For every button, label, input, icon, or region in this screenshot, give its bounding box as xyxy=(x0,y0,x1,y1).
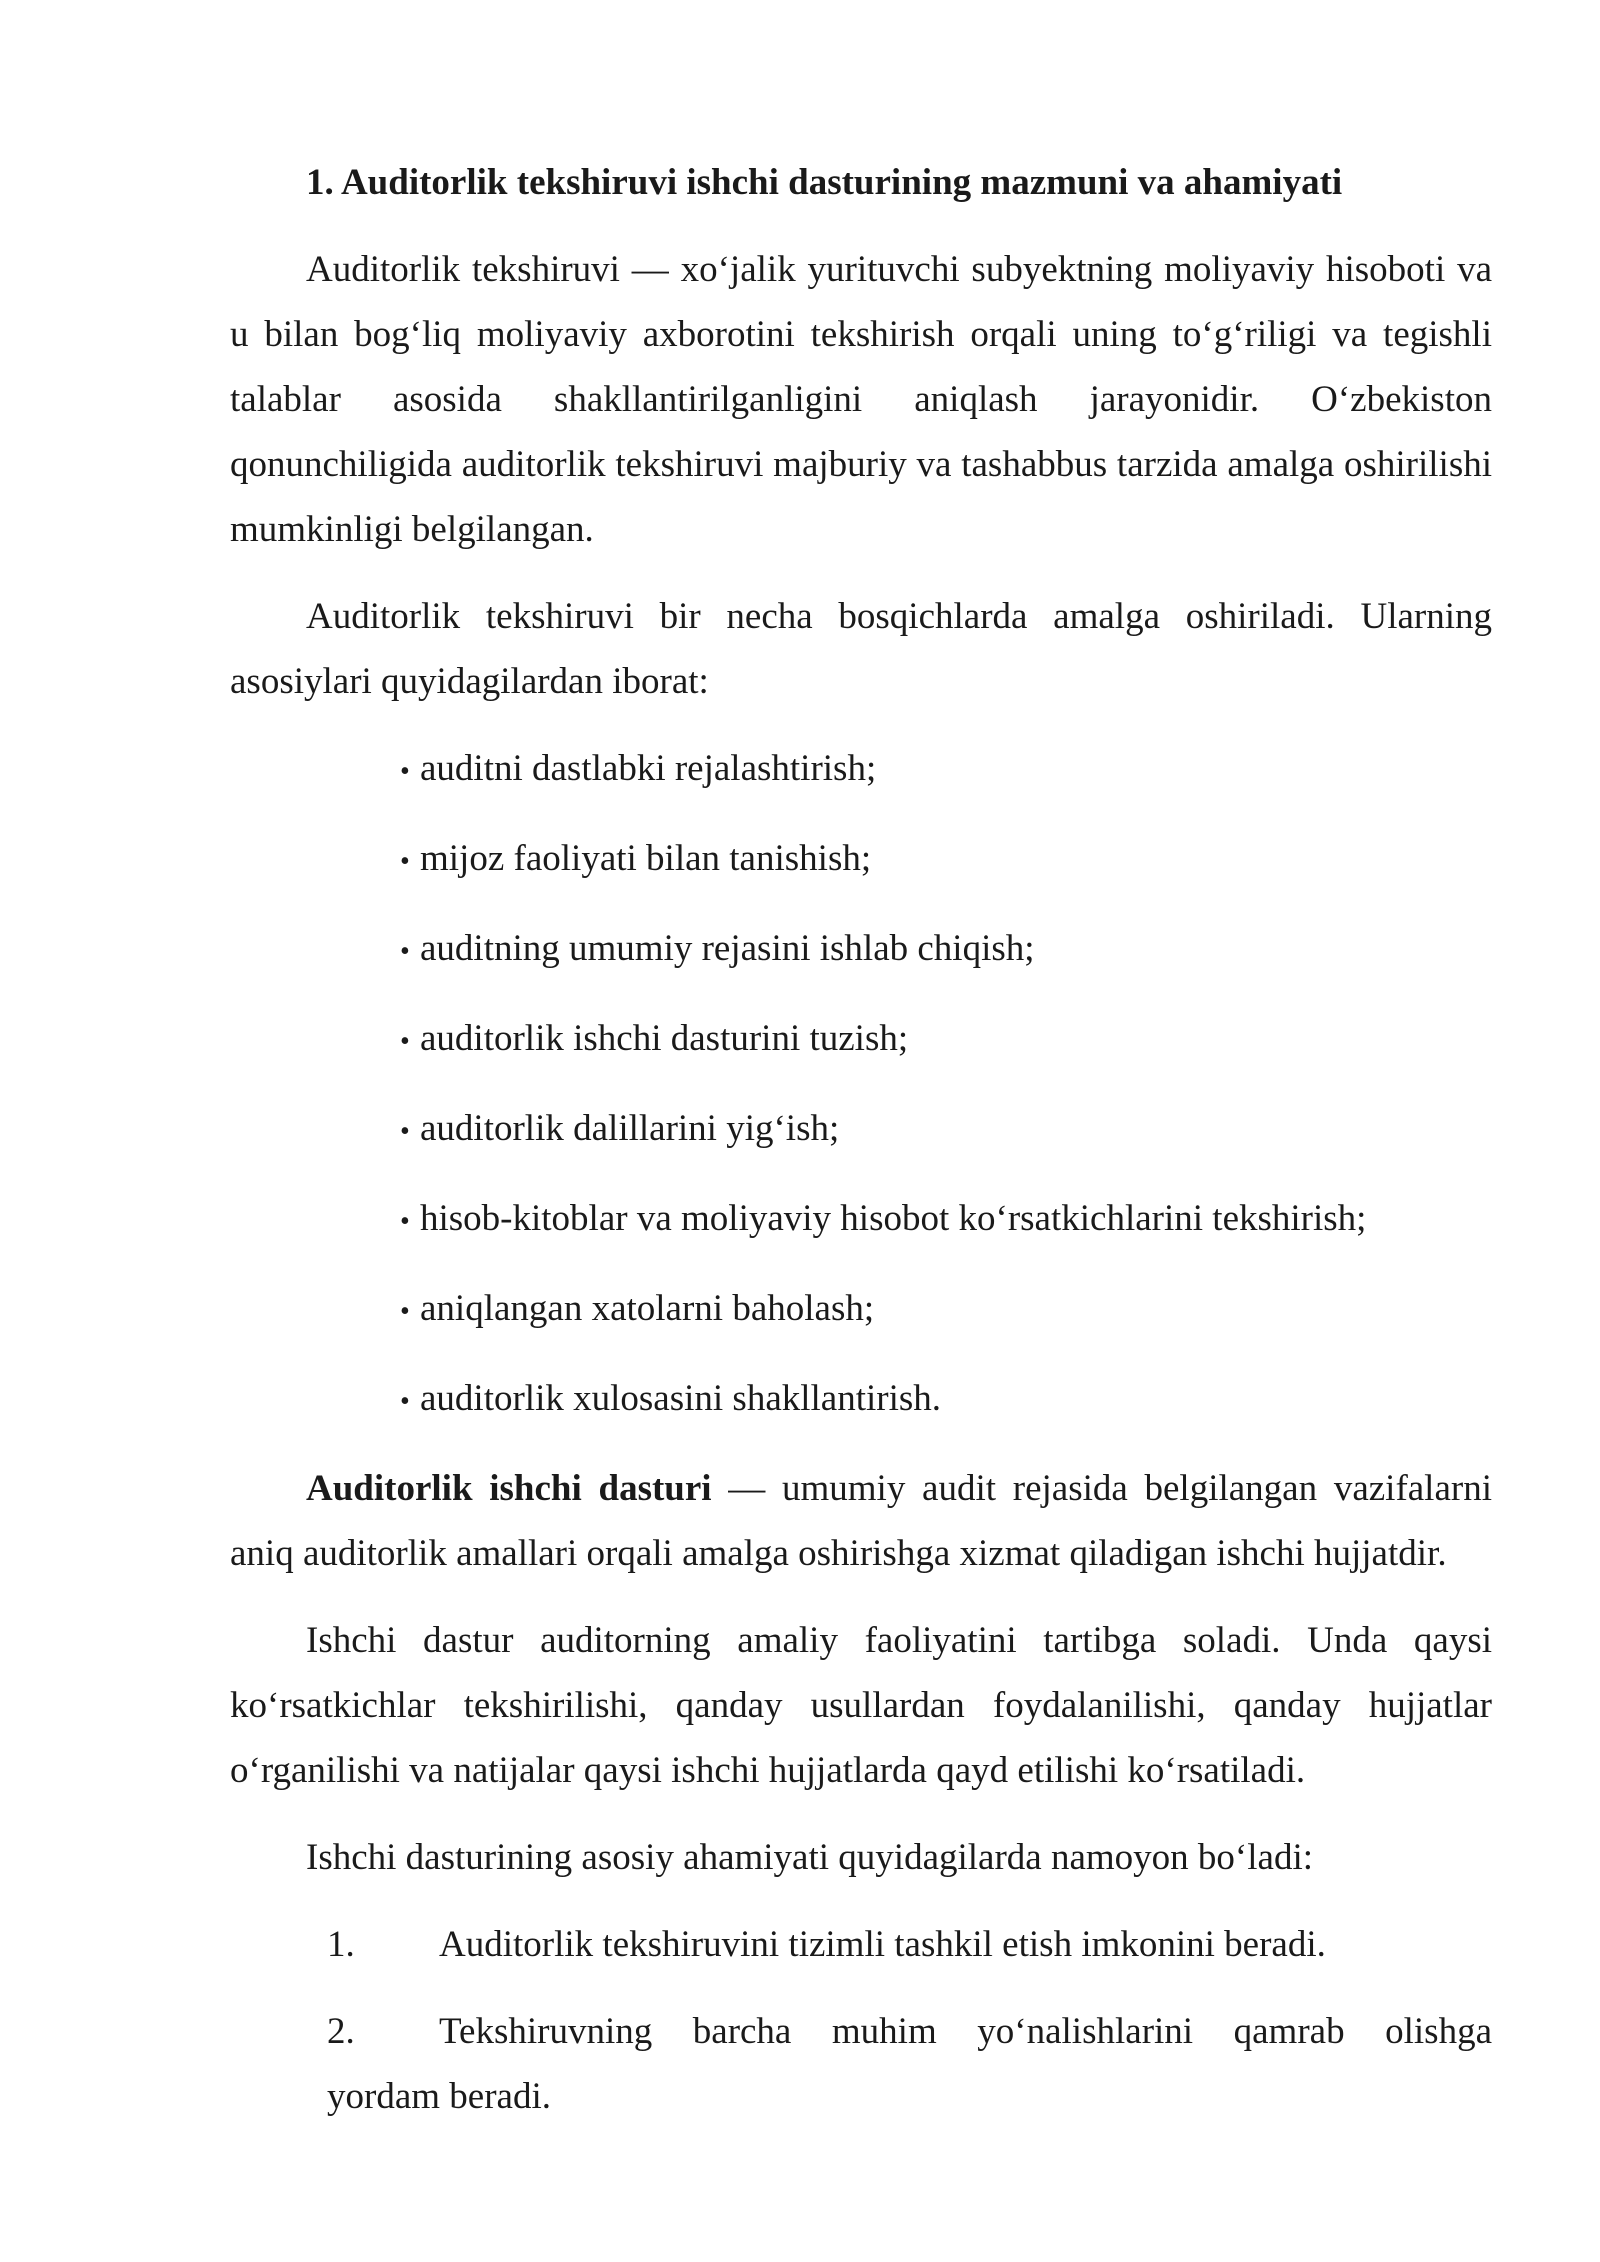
list-item xyxy=(400,916,1492,984)
audit-stages-list xyxy=(230,736,1492,1434)
list-item-text: mijoz faoliyati bilan tanishish; xyxy=(420,838,872,879)
list-item-continuation: yordam beradi. xyxy=(327,2076,551,2117)
definition-text: — umumiy audit rejasida belgilangan vazifalarni aniq auditorlik amallari orqali amalga oshirishga xizmat qiladigan ishchi hujjatdir. xyxy=(230,1468,1492,1574)
list-item xyxy=(400,1006,1492,1074)
list-item xyxy=(400,1366,1492,1434)
list-item xyxy=(400,1096,1492,1164)
bullet-icon: • xyxy=(400,1026,410,1057)
list-item xyxy=(400,826,1492,894)
list-item-text: hisob-kitoblar va moliyaviy hisobot ko‘rsatkichlarini tekshirish; xyxy=(420,1198,1367,1239)
list-item-text: auditning umumiy rejasini ishlab chiqish; xyxy=(420,928,1035,969)
list-item xyxy=(400,1186,1492,1254)
paragraph-work-program-role: Ishchi dastur auditorning amaliy faoliyatini tartibga soladi. Unda qaysi ko‘rsatkichlar tekshirilishi, qanday usullardan foydalanilishi, qanday hujjatlar o‘rganilishi va natijalar qaysi ishchi hujjatlarda qayd etilishi ko‘rsatiladi. xyxy=(230,1620,1492,1791)
document-body xyxy=(230,150,1492,2151)
bullet-icon: • xyxy=(400,1116,410,1147)
bullet-icon: • xyxy=(400,936,410,967)
list-item xyxy=(400,736,1492,804)
list-item-first-line xyxy=(327,1999,1492,2064)
bullet-icon: • xyxy=(400,846,410,877)
paragraph-significance-intro: Ishchi dasturining asosiy ahamiyati quyidagilarda namoyon bo‘ladi: xyxy=(306,1837,1314,1878)
bullet-icon: • xyxy=(400,756,410,787)
list-item-text: auditorlik ishchi dasturini tuzish; xyxy=(420,1018,909,1059)
significance-list xyxy=(230,1912,1492,2129)
list-item xyxy=(327,1912,1492,1977)
paragraph-audit-definition: Auditorlik tekshiruvi — xo‘jalik yurituvchi subyektning moliyaviy hisoboti va u bilan bog‘liq moliyaviy axborotini tekshirish orqali uning to‘g‘riligi va tegishli talablar asosida shakllantirilganligini aniqlash jarayonidir. O‘zbekiston qonunchiligida auditorlik tekshiruvi majburiy va tashabbus tarzida amalga oshirilishi mumkinligi belgilangan. xyxy=(230,249,1492,550)
defined-term: Auditorlik ishchi dasturi xyxy=(306,1468,712,1509)
list-item-number: 2. xyxy=(327,2011,355,2052)
paragraph-audit-stages-intro: Auditorlik tekshiruvi bir necha bosqichlarda amalga oshiriladi. Ularning asosiylari quyidagilardan iborat: xyxy=(230,596,1492,702)
list-item xyxy=(327,1999,1492,2129)
bullet-icon: • xyxy=(400,1296,410,1327)
bullet-icon: • xyxy=(400,1206,410,1237)
list-item-text: Tekshiruvning barcha muhim yo‘nalishlarini qamrab olishga xyxy=(439,2011,1492,2052)
section-heading: 1. Auditorlik tekshiruvi ishchi dasturining mazmuni va ahamiyati xyxy=(306,162,1343,203)
list-item-text: Auditorlik tekshiruvini tizimli tashkil etish imkonini beradi. xyxy=(439,1924,1326,1965)
list-item-text: aniqlangan xatolarni baholash; xyxy=(420,1288,875,1329)
paragraph-work-program-definition xyxy=(230,1456,1492,1586)
list-item-text: auditorlik xulosasini shakllantirish. xyxy=(420,1378,942,1419)
list-item-text: auditorlik dalillarini yig‘ish; xyxy=(420,1108,840,1149)
bullet-icon: • xyxy=(400,1386,410,1417)
list-item-number: 1. xyxy=(327,1924,355,1965)
list-item xyxy=(400,1276,1492,1344)
list-item-text: auditni dastlabki rejalashtirish; xyxy=(420,748,877,789)
